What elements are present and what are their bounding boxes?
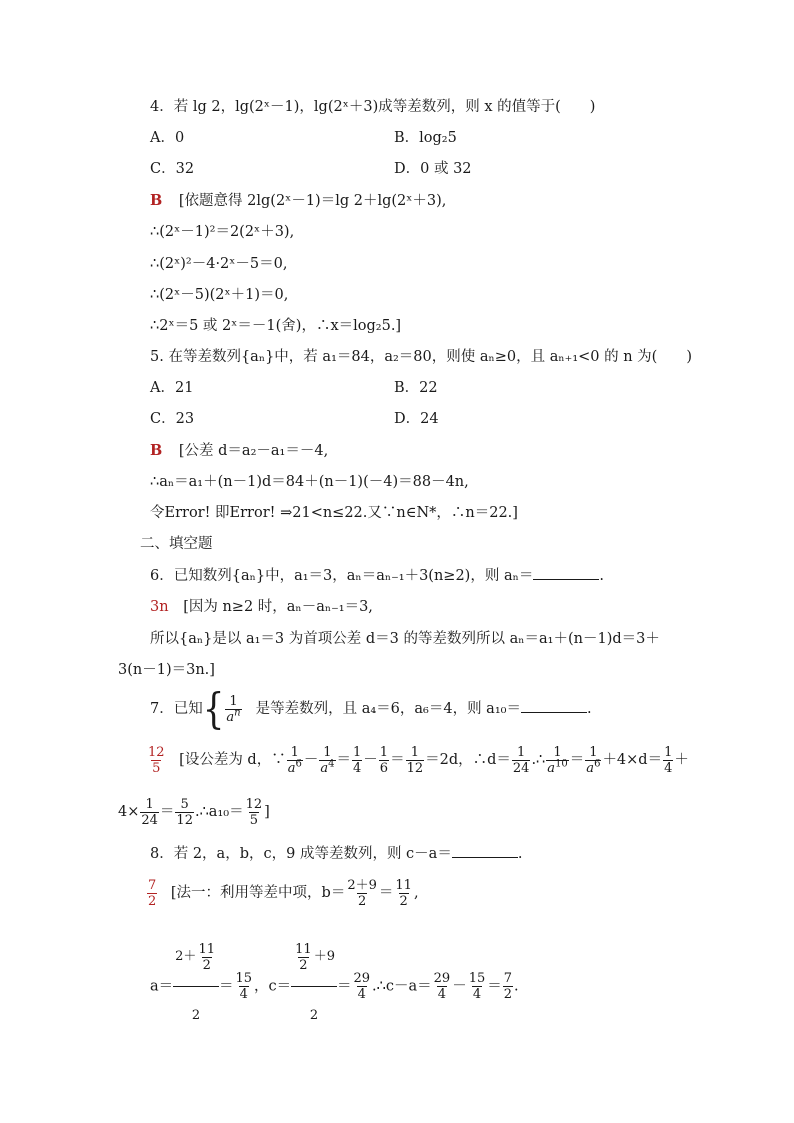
q4-stem: 4．若 lg 2，lg(2ˣ－1)，lg(2ˣ＋3)成等差数列，则 x 的值等于( ) bbox=[150, 99, 596, 115]
q4-solution-line1: B [依题意得 2lg(2ˣ－1)＝lg 2＋lg(2ˣ＋3), bbox=[150, 192, 447, 209]
q7-solution-line1: $\frac{12}{5}$ [设公差为 d，∵ $\frac{1}{a^6}$ － $\frac{1}{a^4}$ ＝ $\frac{1}{4}$ － $\frac{1}{6}$ ＝ $\frac{1}{12}$ ＝2d，∴d＝ $\frac{1}{24}$ .∴ $\frac{1}{a^{10}}$ ＝ $\frac{1}{a^6}$ ＋4×d＝ $\frac{1}{4}$ ＋ bbox=[148, 744, 689, 776]
q5-solution-line3: 令Error! 即Error! ⇒21<n≤22.又∵n∈N*，∴n＝22.] bbox=[150, 505, 518, 521]
q8-solution-line1: $\frac{7}{2}$ [法一：利用等差中项，b＝ $\frac{2+9}{2}$ ＝ $\frac{11}{2}$ , bbox=[148, 877, 419, 909]
q8-solution-line2: a＝ 2＋ $\frac{11}{2}$ 2 ＝ $\frac{15}{4}$ ，c＝ $\frac{11}{2}$ ＋9 2 ＝ $\frac{29}{4}$ .∴c－a＝ $\frac{29}{4}$ － $\frac{15}{4}$ ＝ $\frac{7}{2}$ . bbox=[150, 928, 519, 986]
q7-answer-fraction: $\frac{12}{5}$ bbox=[148, 744, 165, 776]
q4-solution-line5: ∴2ˣ＝5 或 2ˣ＝－1(舍)，∴x＝log₂5.] bbox=[150, 318, 402, 334]
q4-answer: B bbox=[150, 192, 163, 209]
q8-answer-fraction: $\frac{7}{2}$ bbox=[148, 877, 157, 909]
q7-answer-blank bbox=[521, 700, 587, 713]
q6-stem: 6．已知数列{aₙ}中，a₁＝3，aₙ＝aₙ₋₁＋3(n≥2)，则 aₙ＝ . bbox=[150, 568, 604, 584]
q4-option-b: B．log₂5 bbox=[394, 130, 457, 146]
q5-option-c: C．23 bbox=[150, 411, 195, 427]
q7-stem: 7．已知{ $\frac{1}{a^n}$ 是等差数列，且 a₄＝6，a₆＝4，则 a₁₀＝ . bbox=[150, 684, 592, 734]
q4-option-c: C．32 bbox=[150, 161, 195, 177]
q4-solution-line3: ∴(2ˣ)²－4·2ˣ－5＝0, bbox=[150, 256, 288, 272]
q6-solution-line1: 3n [因为 n≥2 时，aₙ－aₙ₋₁＝3, bbox=[150, 599, 373, 615]
section-heading: 二、填空题 bbox=[140, 536, 213, 552]
q8-answer-blank bbox=[452, 845, 518, 858]
q4-solution-line4: ∴(2ˣ－5)(2ˣ＋1)＝0, bbox=[150, 287, 289, 303]
q6-answer-blank bbox=[533, 567, 599, 580]
q5-option-d: D．24 bbox=[394, 411, 439, 427]
q5-stem: 5. 在等差数列{aₙ}中，若 a₁＝84，a₂＝80，则使 aₙ≥0，且 aₙ₊₁<0 的 n 为( ) bbox=[150, 349, 692, 365]
q5-solution-line2: ∴aₙ＝a₁＋(n－1)d＝84＋(n－1)(－4)＝88－4n, bbox=[150, 474, 469, 490]
q5-option-b: B．22 bbox=[394, 380, 438, 396]
q7-solution-line2: 4× $\frac{1}{24}$ ＝ $\frac{5}{12}$ .∴a₁₀＝ $\frac{12}{5}$ ] bbox=[118, 796, 270, 828]
left-brace: { bbox=[202, 684, 225, 734]
q5-solution-line1: B [公差 d＝a₂－a₁＝－4, bbox=[150, 442, 329, 459]
q6-solution-line3: 3(n－1)＝3n.] bbox=[118, 662, 215, 678]
q6-answer: 3n bbox=[150, 599, 169, 615]
q6-solution-line2: 所以{aₙ}是以 a₁＝3 为首项公差 d＝3 的等差数列所以 aₙ＝a₁＋(n－1)d＝3＋ bbox=[150, 631, 660, 647]
q4-option-a: A．0 bbox=[150, 130, 185, 146]
q8-stem: 8．若 2，a，b，c，9 成等差数列，则 c－a＝ . bbox=[150, 846, 523, 862]
q7-stem-fraction: $\frac{1}{a^n}$ bbox=[226, 693, 241, 725]
q4-option-d: D．0 或 32 bbox=[394, 161, 472, 177]
q4-solution-line2: ∴(2ˣ－1)²＝2(2ˣ＋3), bbox=[150, 224, 295, 240]
q5-answer: B bbox=[150, 442, 163, 459]
q5-option-a: A．21 bbox=[150, 380, 194, 396]
